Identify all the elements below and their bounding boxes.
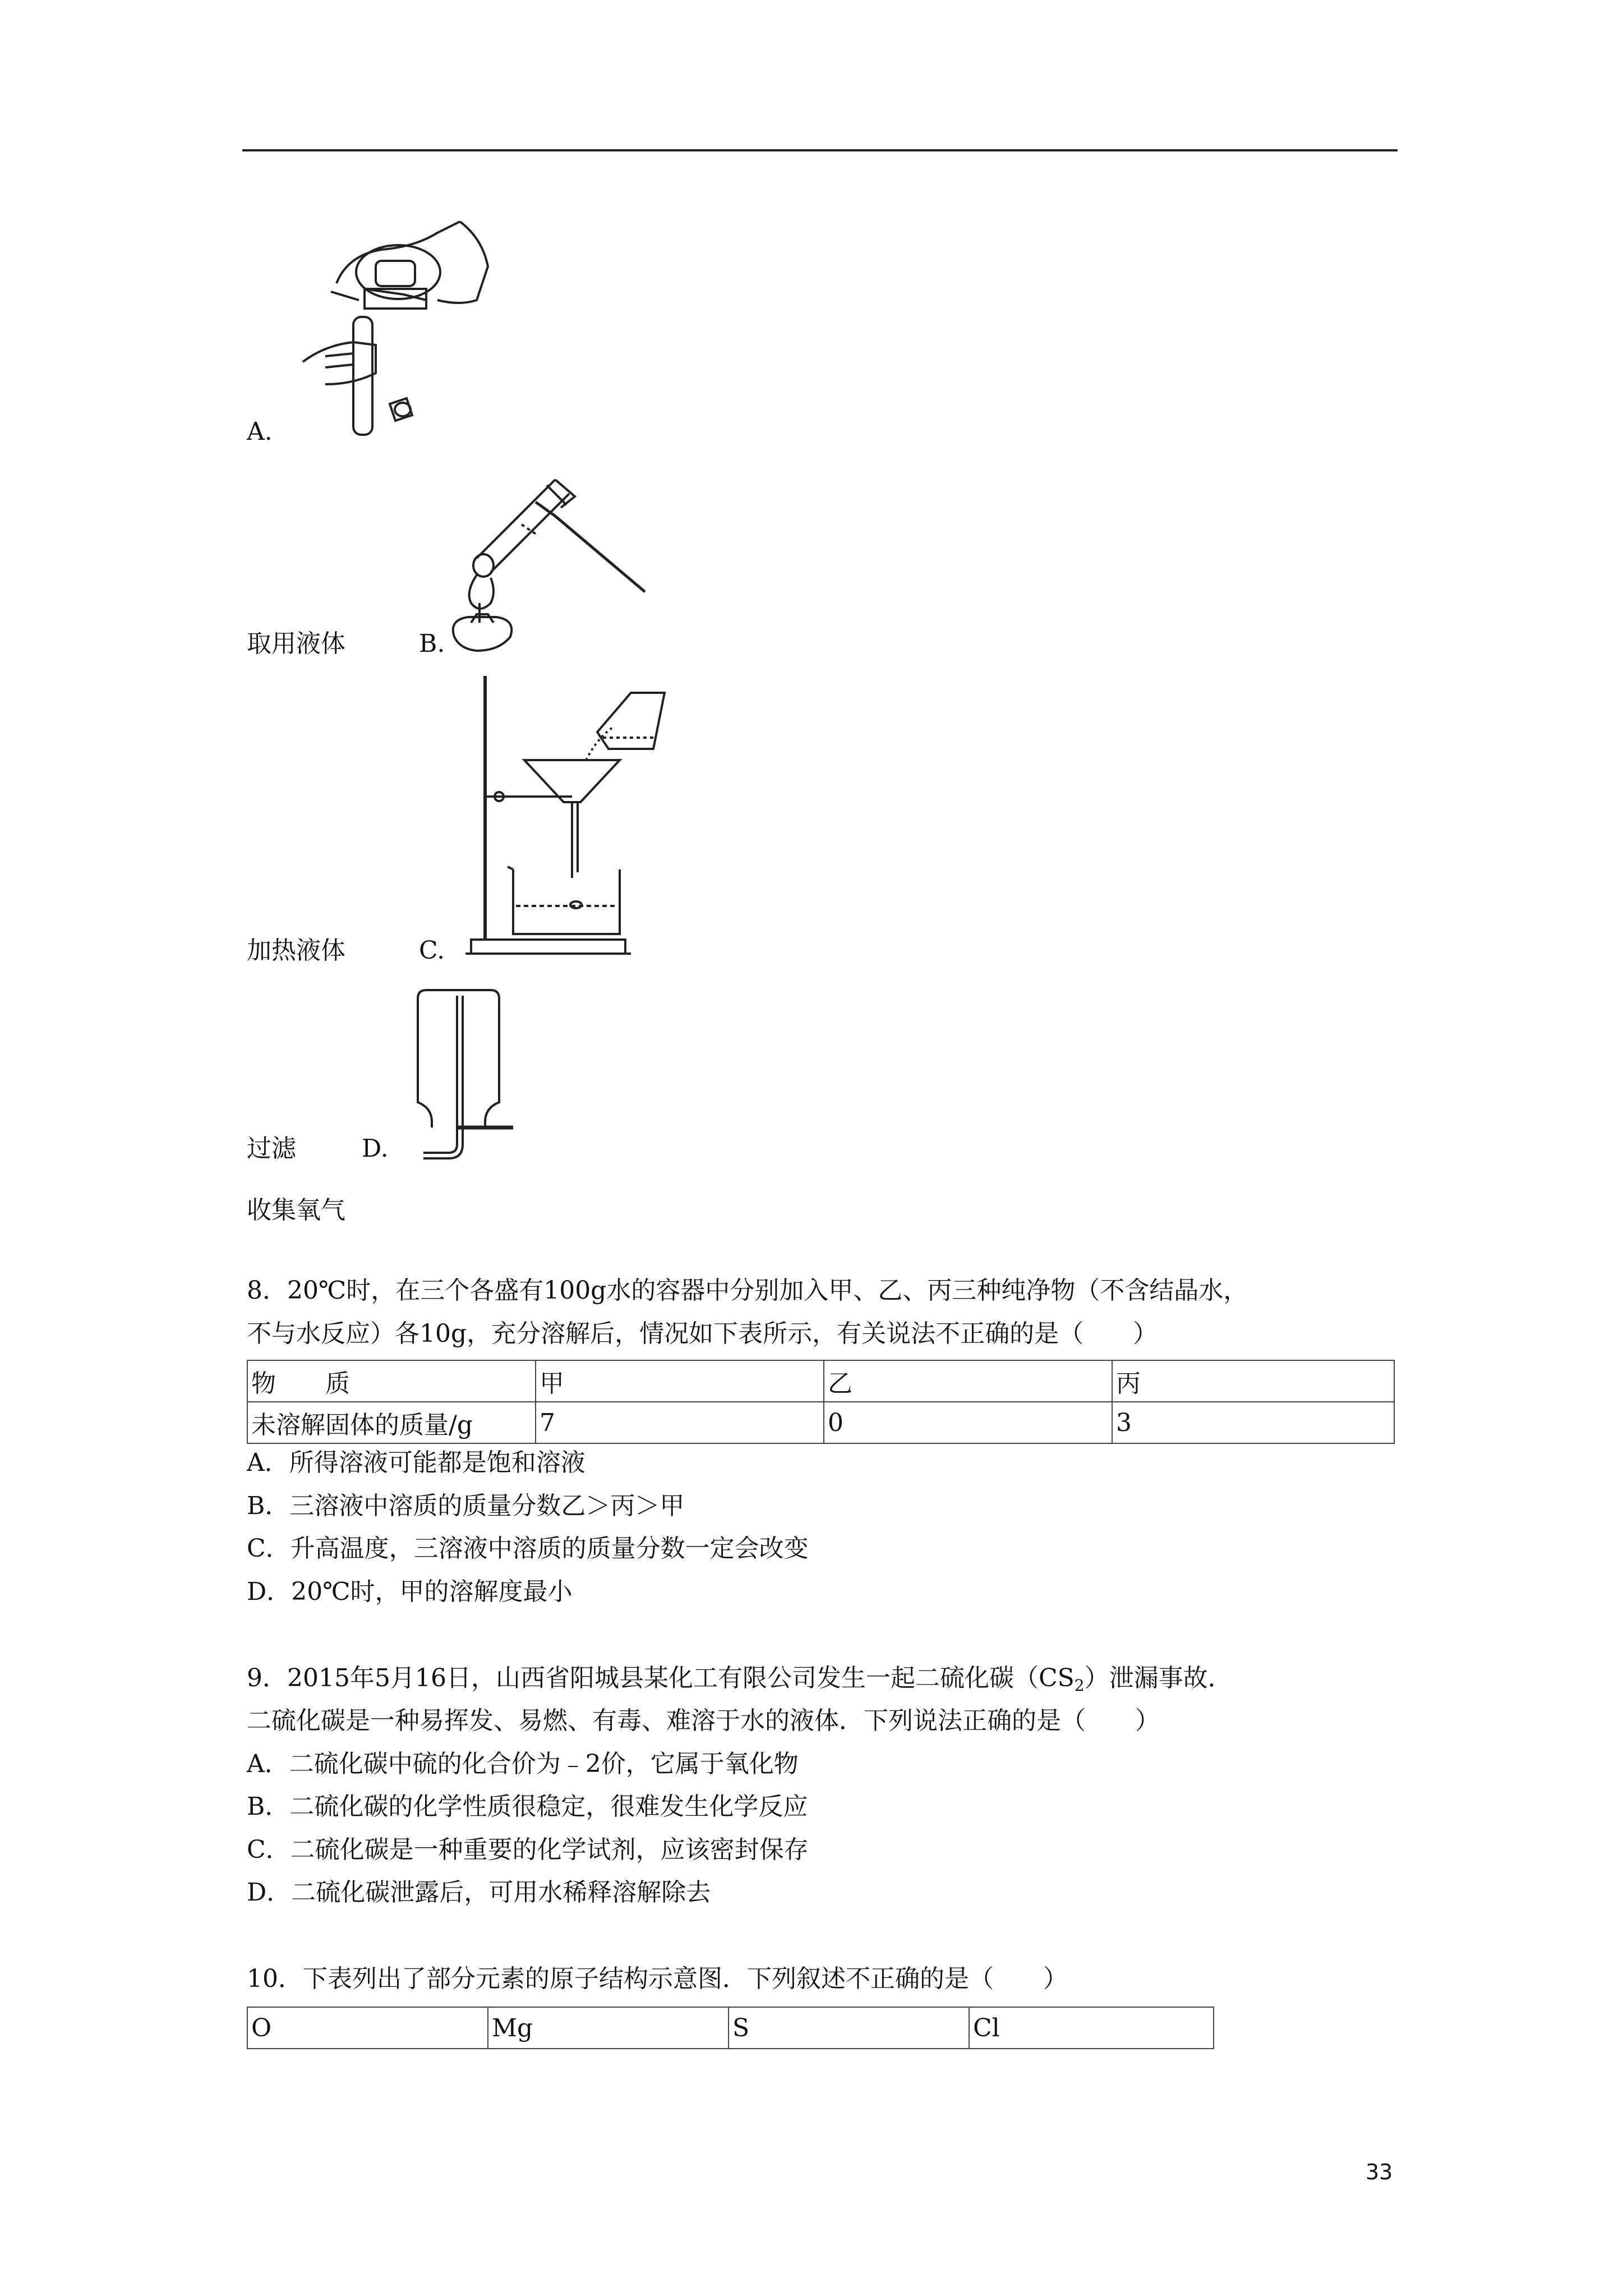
q8-option-a: A．所得溶液可能都是饱和溶液 (247, 1448, 585, 1477)
table-cell: 7 (536, 1402, 824, 1443)
q8-option-b: B．三溶液中溶质的质量分数乙＞丙＞甲 (247, 1492, 685, 1520)
table-row (247, 1360, 1394, 1402)
q7-caption-c: 过滤 (247, 1134, 296, 1163)
figure-gas-collection (401, 987, 552, 1167)
q9-stem-line2: 二硫化碳是一种易挥发、易燃、有毒、难溶于水的液体．下列说法正确的是（ ） (247, 1706, 1160, 1735)
q7-option-d-letter: D. (362, 1134, 389, 1163)
q8-stem-line1: 8．20℃时，在三个各盛有100g水的容器中分别加入甲、乙、丙三种纯净物（不含结晶水， (247, 1276, 1248, 1305)
q9-option-c: C．二硫化碳是一种重要的化学试剂，应该密封保存 (247, 1835, 809, 1864)
table-row (247, 2007, 1214, 2049)
table-header-cell: 甲 (536, 1360, 824, 1402)
q9-stem-line1 (247, 1663, 1233, 1694)
table-cell: O (247, 2007, 488, 2049)
q9-stem-text-end: ）泄漏事故． (1084, 1664, 1233, 1692)
q8-table (247, 1360, 1395, 1444)
table-header-cell: 物 质 (247, 1360, 536, 1402)
figure-filtration (457, 670, 670, 968)
table-header-cell: 乙 (824, 1360, 1112, 1402)
q9-stem-text: 9．2015年5月16日，山西省阳城县某化工有限公司发生一起二硫化碳（CS (247, 1664, 1075, 1692)
q10-stem: 10．下表列出了部分元素的原子结构示意图．下列叙述不正确的是（ ） (247, 1964, 1068, 1993)
page-number: 33 (1366, 2160, 1393, 2184)
q7-option-a-letter: A. (247, 417, 273, 446)
table-header-cell: 丙 (1112, 1360, 1394, 1402)
table-row (247, 1402, 1394, 1443)
q10-table (247, 2007, 1214, 2049)
q7-caption-d: 收集氧气 (247, 1196, 345, 1225)
q9-option-a: A．二硫化碳中硫的化合价为﹣2价，它属于氧化物 (247, 1750, 799, 1778)
table-cell: 0 (824, 1402, 1112, 1443)
q7-caption-b: 加热液体 (247, 936, 345, 965)
q8-option-d: D．20℃时，甲的溶解度最小 (247, 1577, 573, 1606)
table-cell: 3 (1112, 1402, 1394, 1443)
table-cell: Mg (488, 2007, 728, 2049)
q8-stem-line2: 不与水反应）各10g，充分溶解后，情况如下表所示，有关说法不正确的是（ ） (247, 1319, 1158, 1348)
q8-option-c: C．升高温度，三溶液中溶质的质量分数一定会改变 (247, 1534, 809, 1563)
figure-heating-liquid (443, 463, 662, 662)
q7-option-b-letter: B. (419, 629, 445, 658)
table-cell: S (728, 2007, 969, 2049)
table-cell: 未溶解固体的质量/g (247, 1402, 536, 1443)
table-cell: Cl (969, 2007, 1214, 2049)
figure-pouring-liquid (292, 216, 494, 446)
q9-subscript: 2 (1074, 1676, 1085, 1695)
header-rule (242, 149, 1398, 151)
q9-option-d: D．二硫化碳泄露后，可用水稀释溶解除去 (247, 1878, 711, 1907)
q7-option-c-letter: C. (419, 936, 445, 965)
q7-caption-a: 取用液体 (247, 629, 345, 658)
q9-option-b: B．二硫化碳的化学性质很稳定，很难发生化学反应 (247, 1792, 808, 1821)
